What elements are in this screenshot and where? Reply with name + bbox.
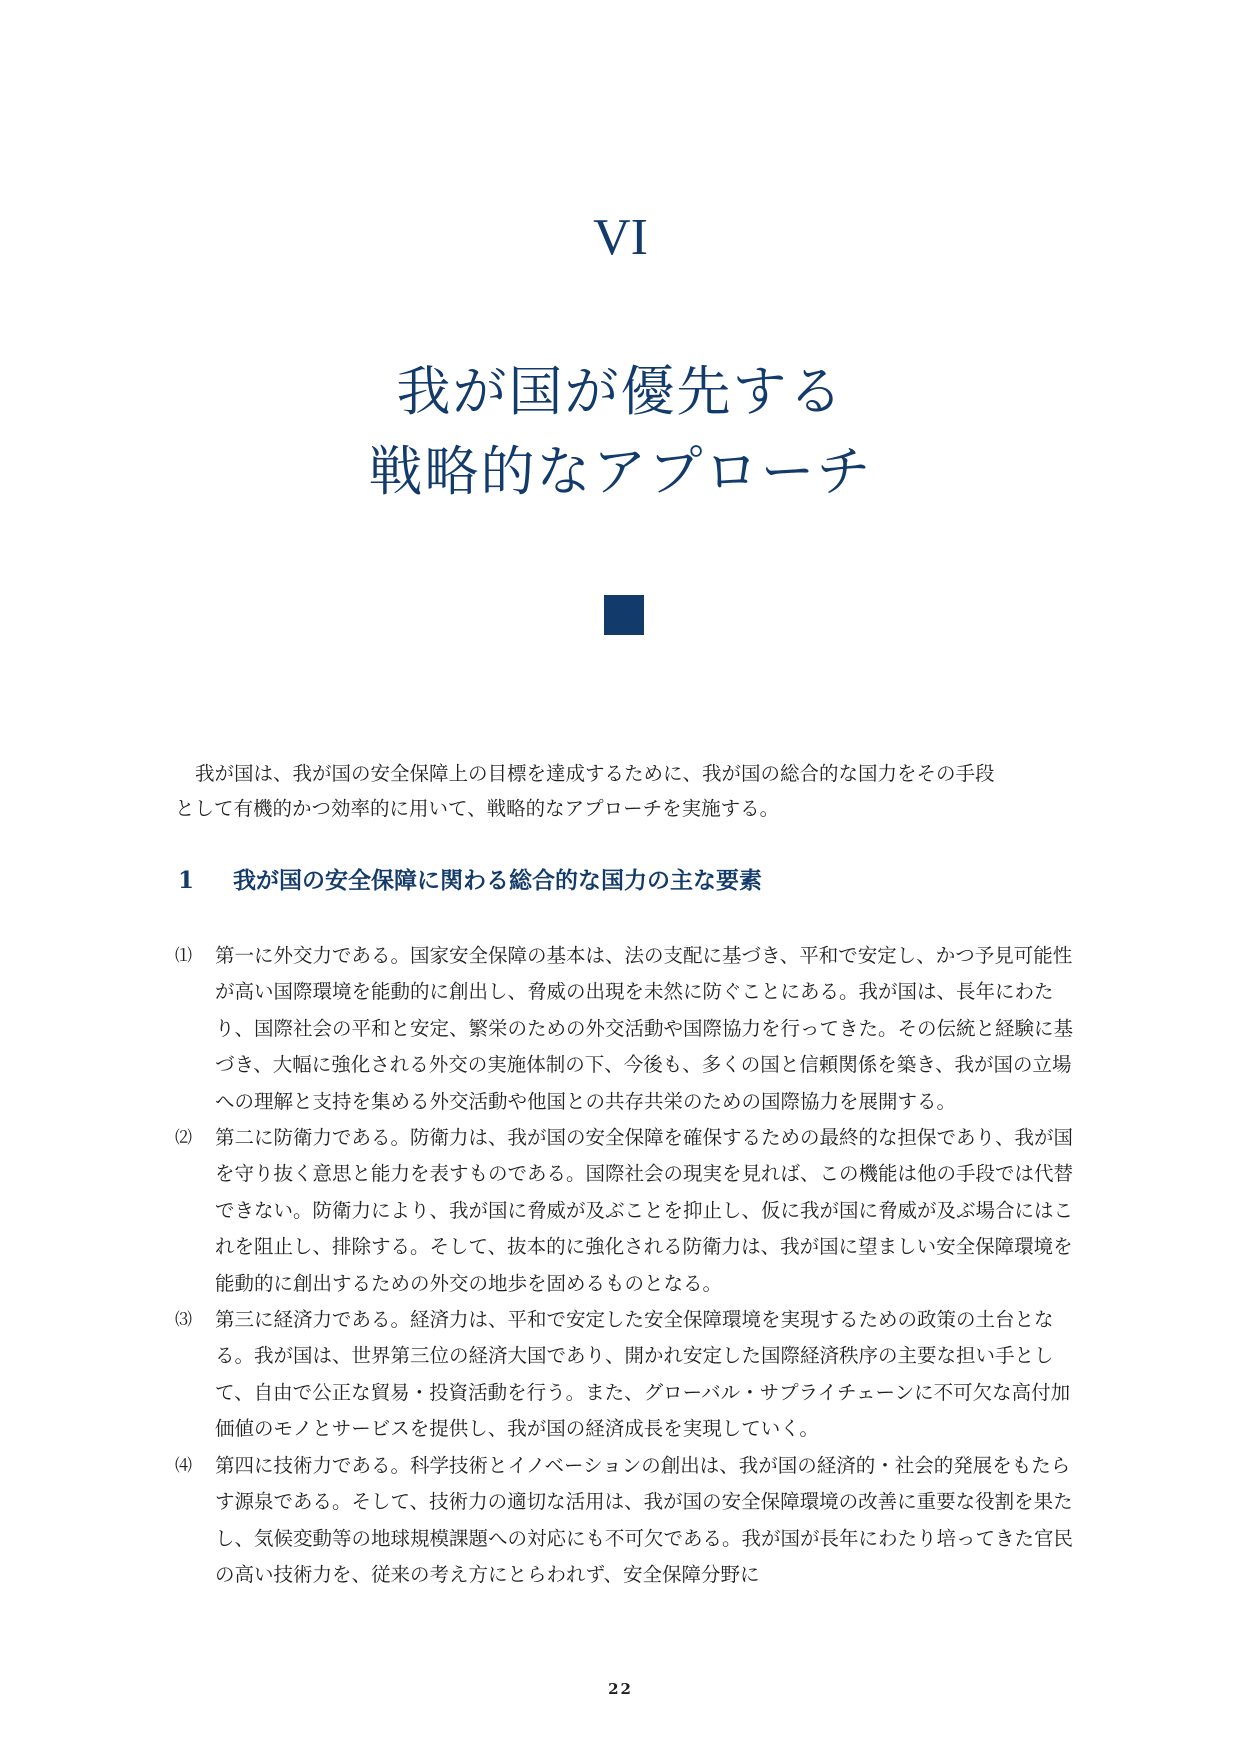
decorative-square bbox=[604, 595, 644, 635]
page-number: 22 bbox=[608, 1680, 633, 1698]
chapter-title-line-2: 戦略的なアプローチ bbox=[368, 440, 873, 503]
chapter-number: VI bbox=[593, 209, 648, 266]
intro-line-2: として有機的かつ効率的に用いて、戦略的なアプローチを実施する。 bbox=[175, 797, 780, 820]
list-item bbox=[175, 1120, 1080, 1302]
item-marker: ⑵ bbox=[175, 1128, 192, 1149]
list-item bbox=[175, 938, 1080, 1120]
intro-line-1: 我が国は、我が国の安全保障上の目標を達成するために、我が国の総合的な国力をその手段 bbox=[195, 762, 995, 785]
item-list bbox=[175, 938, 1080, 1593]
list-item bbox=[175, 1302, 1080, 1448]
item-text: 第三に経済力である。経済力は、平和で安定した安全保障環境を実現するための政策の土台となる。我が国は、世界第三位の経済大国であり、開かれ安定した国際経済秩序の主要な担い手として、自由で公正な貿易・投資活動を行う。また、グローバル・サプライチェーンに不可欠な高付加価値のモノとサービスを提供し、我が国の経済成長を実現していく。 bbox=[215, 1308, 1071, 1441]
section-title: 我が国の安全保障に関わる総合的な国力の主な要素 bbox=[233, 867, 762, 894]
item-text: 第二に防衛力である。防衛力は、我が国の安全保障を確保するための最終的な担保であり、我が国を守り抜く意思と能力を表すものである。国際社会の現実を見れば、この機能は他の手段では代替できない。防衛力により、我が国に脅威が及ぶことを抑止し、仮に我が国に脅威が及ぶ場合にはこれを阻止し、排除する。そして、抜本的に強化される防衛力は、我が国に望ましい安全保障環境を能動的に創出するための外交の地歩を固めるものとなる。 bbox=[215, 1126, 1074, 1295]
item-text: 第四に技術力である。科学技術とイノベーションの創出は、我が国の経済的・社会的発展をもたらす源泉である。そして、技術力の適切な活用は、我が国の安全保障環境の改善に重要な役割を果たし、気候変動等の地球規模課題への対応にも不可欠である。我が国が長年にわたり培ってきた官民の高い技術力を、従来の考え方にとらわれず、安全保障分野に bbox=[215, 1453, 1074, 1586]
list-item bbox=[175, 1448, 1080, 1594]
item-marker: ⑴ bbox=[175, 946, 192, 966]
chapter-title bbox=[0, 352, 1241, 512]
item-text: 第一に外交力である。国家安全保障の基本は、法の支配に基づき、平和で安定し、かつ予見可能性が高い国際環境を能動的に創出し、脅威の出現を未然に防ぐことにある。我が国は、長年にわたり、国際社会の平和と安定、繁栄のための外交活動や国際協力を行ってきた。その伝統と経験に基づき、大幅に強化される外交の実施体制の下、今後も、多くの国と信頼関係を築き、我が国の立場への理解と支持を集める外交活動や他国との共存共栄のための国際協力を展開する。 bbox=[215, 944, 1074, 1113]
section-heading bbox=[175, 862, 1075, 895]
item-marker: ⑷ bbox=[175, 1455, 192, 1476]
intro-paragraph bbox=[175, 756, 1075, 826]
item-marker: ⑶ bbox=[175, 1310, 192, 1331]
section-number: 1 bbox=[178, 867, 195, 894]
chapter-title-line-1: 我が国が優先する bbox=[396, 360, 845, 423]
